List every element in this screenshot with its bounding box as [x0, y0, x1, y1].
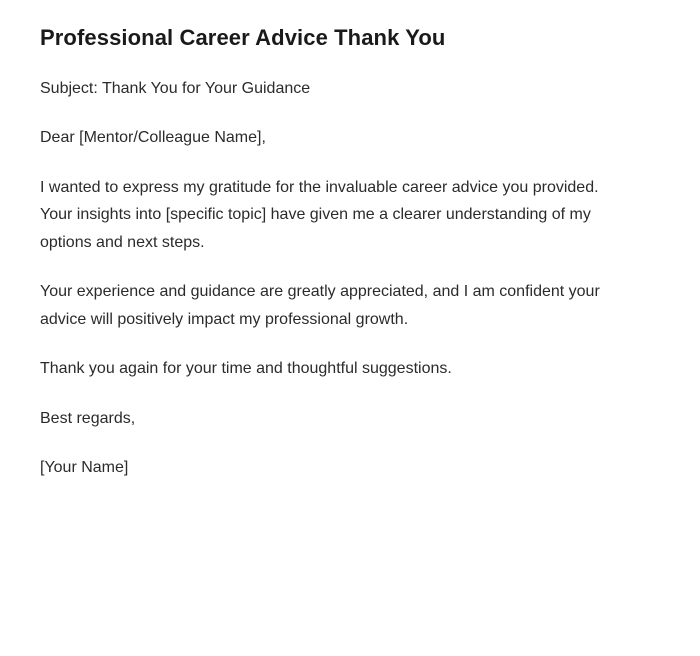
paragraph-subject: Subject: Thank You for Your Guidance [40, 79, 311, 97]
paragraph-body-3: Thank you again for your time and thoughtful suggestions. [40, 360, 452, 378]
paragraph-signature: [Your Name] [40, 459, 129, 477]
paragraph-body-1: I wanted to express my gratitude for the invaluable career advice you provided. Your insights into [specific topic] have given me a clearer understanding of my options and next steps. [40, 178, 599, 251]
paragraph-salutation: Dear [Mentor/Colleague Name], [40, 129, 266, 147]
page-title: Professional Career Advice Thank You [40, 25, 446, 50]
paragraph-closing: Best regards, [40, 409, 136, 427]
paragraph-body-2: Your experience and guidance are greatly appreciated, and I am confident your advice will positively impact my professional growth. [40, 283, 600, 328]
